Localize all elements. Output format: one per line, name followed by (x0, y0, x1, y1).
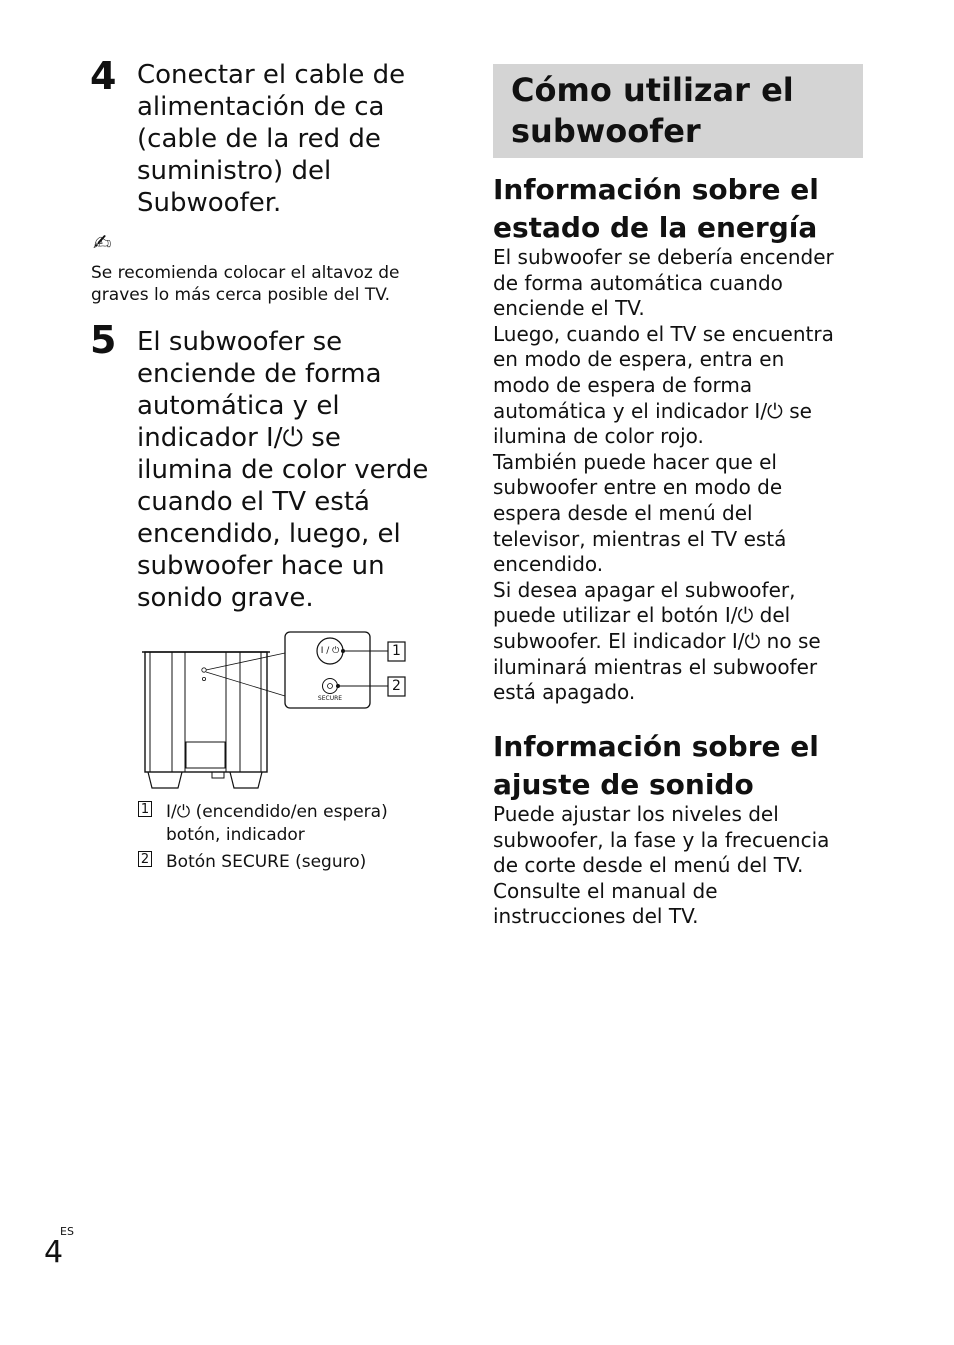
legend-number-box: 2 (138, 851, 152, 867)
pencil-note-icon: ✍ (93, 231, 112, 256)
subwoofer-figure (140, 628, 415, 793)
sound-body: Puede ajustar los niveles del subwoofer, la fase y la frecuencia de corte desde el menú del TV. Consulte el manual de instrucciones del TV. (493, 802, 830, 929)
subwoofer-illustration (140, 628, 415, 793)
power-heading: Información sobre el estado de la energía (493, 173, 819, 244)
step-4-text: Conectar el cable de alimentación de ca (cable de la red de suministro) del Subwoofer. (137, 60, 406, 218)
legend-item-text: Botón SECURE (seguro) (166, 852, 367, 872)
sound-heading: Información sobre el ajuste de sonido (493, 730, 819, 801)
legend-number-box: 1 (138, 801, 152, 817)
section-title-bar (493, 64, 863, 158)
legend-item-text: I/⏻ (encendido/en espera) botón, indicador (166, 802, 388, 845)
power-body: El subwoofer se debería encender de forma automática cuando enciende el TV. Luego, cuando el TV se encuentra en modo de espera, entra en modo de espera de forma automática y el indicador I/⏻ se ilumina de color rojo. También puede hacer que el subwoofer entre en modo de espera desde el menú del televisor, mientras el TV está encendido. Si desea apagar el subwoofer, puede utilizar el botón I/⏻ del subwoofer. El indicador I/⏻ no se iluminará mientras el subwoofer está apagado. (493, 245, 834, 705)
figure-legend (138, 801, 458, 874)
legend-item (138, 801, 458, 847)
step-5-number: 5 (90, 318, 117, 362)
legend-item (138, 851, 458, 874)
note-text: Se recomienda colocar el altavoz de graves lo más cerca posible del TV. (91, 263, 400, 305)
callout-1: 1 (392, 643, 401, 659)
section-title: Cómo utilizar el subwoofer (511, 71, 794, 150)
secure-button-label: SECURE (317, 695, 343, 702)
language-code: ES (60, 1225, 74, 1238)
power-button-label: I / ⏻ (320, 646, 340, 656)
step-4-number: 4 (90, 54, 117, 98)
step-5-text: El subwoofer se enciende de forma automática y el indicador I/⏻ se ilumina de color verde cuando el TV está encendido, luego, el subwoofer hace un sonido grave. (137, 327, 429, 613)
callout-2: 2 (392, 678, 401, 694)
page-number: 4 (44, 1235, 64, 1270)
